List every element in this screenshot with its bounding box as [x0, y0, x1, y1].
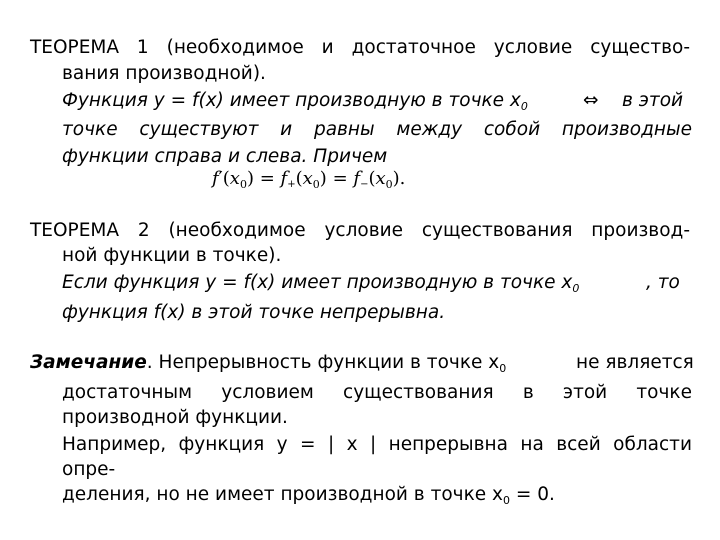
- formula-sub2: 0: [312, 178, 320, 191]
- theorem1-body-line3: функции справа и слева. Причем: [62, 146, 388, 167]
- theorem1-body-line2: точке существуют и равны между собой производные: [62, 119, 692, 140]
- x0-subscript: 0: [499, 362, 507, 375]
- remark-line5: опре-: [62, 459, 116, 480]
- theorem1-body-line1-end: в этой: [622, 90, 684, 111]
- derivative-equality-formula: $f'(x_0) = f+(x_0) = f-(x_0)$.: [212, 168, 406, 191]
- theorem1-body-line1: [62, 89, 528, 113]
- remark-line2: достаточным условием существования в этой точке: [62, 382, 692, 403]
- formula-sub3: 0: [385, 178, 393, 191]
- theorem2-body-line1-text: Если функция y = f(x) имеет производную в точке x: [62, 272, 573, 293]
- theorem2-body-line1: [62, 271, 579, 295]
- formula-end: .: [399, 168, 406, 189]
- formula-eq2: =: [332, 168, 348, 189]
- theorem2-body-line1-end: , то: [646, 272, 680, 293]
- formula-eq1: =: [259, 168, 275, 189]
- formula-f2: f: [280, 168, 288, 189]
- formula-x1: x: [229, 168, 240, 189]
- remark-line1: [30, 351, 506, 375]
- theorem1-heading-line2: вания производной).: [62, 63, 266, 84]
- theorem1-body-line1-text: Функция y = f(x) имеет производную в точке x: [62, 90, 521, 111]
- remark-line3: производной функции.: [62, 407, 288, 428]
- equivalence-symbol: ⇔: [583, 90, 599, 111]
- remark-line1-text: . Непрерывность функции в точке x: [146, 352, 500, 373]
- formula-plus-mark: +: [287, 179, 296, 190]
- formula-sub1: 0: [239, 178, 247, 191]
- formula-prime1: ′: [218, 168, 223, 189]
- remark-line6: [62, 483, 555, 507]
- remark-label: Замечание: [30, 352, 147, 373]
- remark-line6-text: деления, но не имеет производной в точке x: [62, 484, 503, 505]
- formula-x2: x: [302, 168, 313, 189]
- theorem2-body-line2: функция f(x) в этой точке непрерывна.: [62, 302, 446, 323]
- formula-f3: f: [353, 168, 361, 189]
- theorem2-heading-line2: ной функции в точке).: [62, 245, 282, 266]
- remark-line1-end: не является: [576, 352, 694, 373]
- remark-line6-end: = 0.: [509, 484, 555, 505]
- formula-f1: f: [212, 168, 219, 189]
- formula-minus-mark: −: [360, 179, 369, 190]
- remark-line4: Например, функция y = | x | непрерывна на всей области: [62, 434, 692, 455]
- x0-subscript: 0: [520, 100, 528, 113]
- formula-x3: x: [375, 168, 386, 189]
- x0-subscript: 0: [572, 282, 580, 295]
- theorem1-heading-line1: ТЕОРЕМА 1 (необходимое и достаточное условие существо-: [30, 37, 690, 58]
- theorem2-heading-line1: ТЕОРЕМА 2 (необходимое условие существования производ-: [30, 220, 690, 241]
- x0-subscript: 0: [502, 494, 510, 507]
